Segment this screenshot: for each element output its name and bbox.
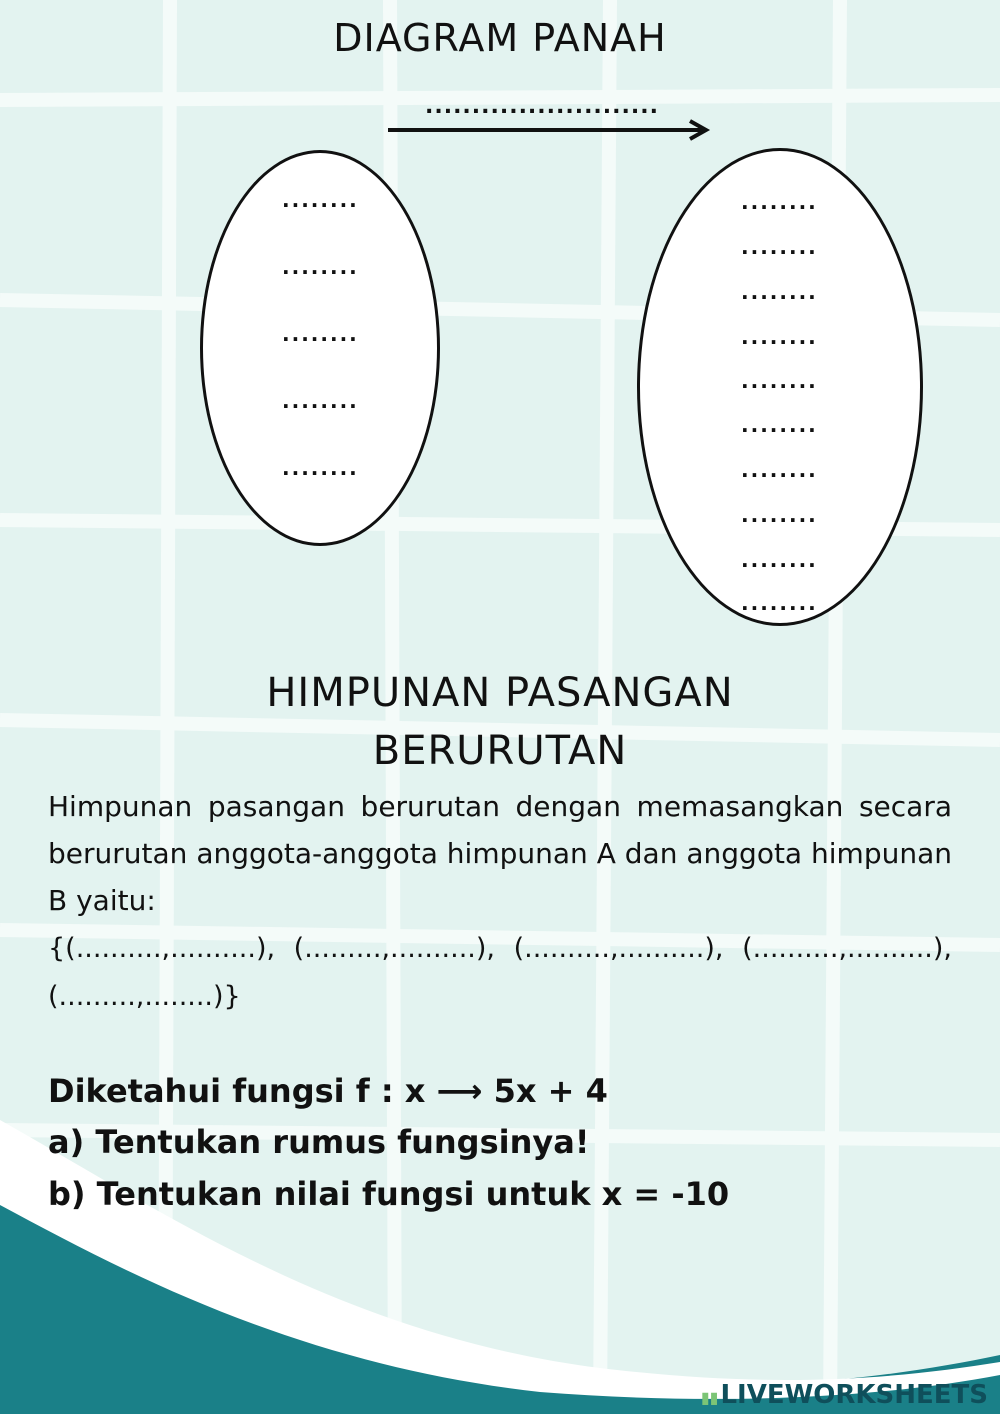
codomain-slot[interactable]: ........ bbox=[741, 369, 818, 393]
liveworksheets-watermark bbox=[701, 1380, 988, 1410]
domain-slot[interactable]: ........ bbox=[282, 456, 359, 480]
codomain-slot[interactable]: ........ bbox=[741, 235, 818, 259]
domain-slot[interactable]: ........ bbox=[282, 389, 359, 413]
watermark-text: LIVEWORKSHEETS bbox=[720, 1380, 988, 1410]
ordered-pairs-title-line1: HIMPUNAN PASANGAN bbox=[266, 670, 734, 716]
question-a: a) Tentukan rumus fungsinya! bbox=[48, 1123, 590, 1161]
domain-slot[interactable]: ........ bbox=[282, 255, 359, 279]
question-b: b) Tentukan nilai fungsi untuk x = -10 bbox=[48, 1175, 730, 1213]
codomain-slot[interactable]: ........ bbox=[741, 190, 818, 214]
codomain-slot[interactable]: ........ bbox=[741, 458, 818, 482]
codomain-slot[interactable]: ........ bbox=[741, 413, 818, 437]
codomain-slot[interactable]: ........ bbox=[741, 503, 818, 527]
right-arrow-icon bbox=[386, 118, 716, 142]
codomain-slot[interactable]: ........ bbox=[741, 591, 818, 615]
arrow-label-blank[interactable]: ......................... bbox=[425, 94, 659, 119]
ordered-pairs-description: Himpunan pasangan berurutan dengan memasangkan secara berurutan anggota-anggota himpunan A dan anggota himpunan B yaitu: bbox=[48, 790, 952, 917]
codomain-slot[interactable]: ........ bbox=[741, 325, 818, 349]
ordered-pairs-title-line2: BERURUTAN bbox=[372, 728, 628, 774]
codomain-slot[interactable]: ........ bbox=[741, 548, 818, 572]
ordered-pairs-answer-line[interactable]: {(..........,..........), (.........,..........), (..........,..........), (..........,..........), (.........,........)} bbox=[48, 933, 952, 1012]
domain-slot[interactable]: ........ bbox=[282, 322, 359, 346]
codomain-slot[interactable]: ........ bbox=[741, 280, 818, 304]
diagram-title: DIAGRAM PANAH bbox=[333, 16, 667, 60]
function-given: Diketahui fungsi f : x ⟶ 5x + 4 bbox=[48, 1072, 608, 1110]
liveworksheets-logo-icon: ▮▮ bbox=[700, 1388, 719, 1407]
domain-slot[interactable]: ........ bbox=[282, 188, 359, 212]
